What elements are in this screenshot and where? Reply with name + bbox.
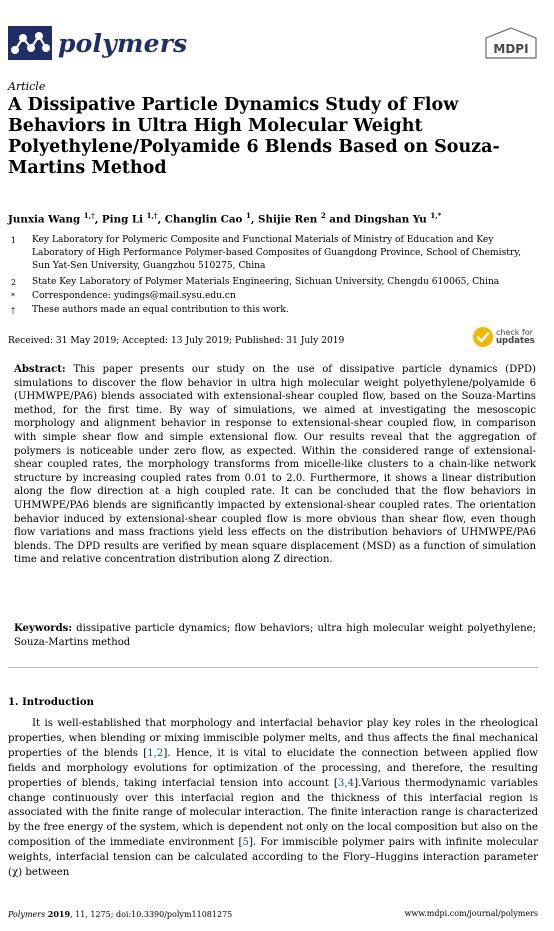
- check-updates-line2: updates: [496, 336, 535, 346]
- publication-dates: Received: 31 May 2019; Accepted: 13 July 2019; Published: 31 July 2019: [8, 336, 345, 346]
- equal-contribution-text: These authors made an equal contribution to this work.: [32, 305, 289, 315]
- equal-contribution-note: [8, 304, 538, 317]
- section-divider: [8, 667, 538, 668]
- paper-title: A Dissipative Particle Dynamics Study of Flow Behaviors in Ultra High Molecular Weight Polyethylene/Polyamide 6 Blends Based on Souza-Martins Method: [8, 95, 500, 178]
- intro-text: ].Various thermodynamic variables change continuously over this interfacial region and the thickness of this interfacial region is associated with the finite range of molecular interaction. The finite interaction range is characterized by the free energy of the system, which is dependent not only on the local composition but also on the composition of the immediate environment [: [8, 777, 539, 849]
- intro-text: ]. Hence, it is vital to elucidate the connection between applied flow fields and morphology evolutions for optimization of the processing, and therefore, the resulting properties of blends, taking interfacial tension into account [: [8, 747, 538, 789]
- author-affiliation-mark: 2: [320, 211, 326, 220]
- author-affiliation-mark: 1,†: [83, 211, 95, 220]
- check-updates-icon: [472, 326, 494, 348]
- mdpi-logo: [484, 27, 538, 59]
- keywords-label: Keywords:: [14, 623, 73, 634]
- author-name: Shijie Ren: [258, 213, 318, 226]
- check-updates-line1: check for: [496, 328, 533, 337]
- footer-journal: Polymers: [8, 910, 46, 919]
- intro-text: ]. For immiscible polymer pairs with infinite molecular weights, interfacial tension can be calculated according to the Flory–Huggins interaction parameter (χ) between: [8, 837, 538, 879]
- footer-citation-details: , 11, 1275; doi:10.3390/polym11081275: [70, 910, 233, 919]
- affiliation-mark: 2: [11, 278, 17, 287]
- author-name: Changlin Cao: [164, 213, 243, 226]
- citation-link[interactable]: 3,4: [337, 777, 355, 789]
- abstract: [14, 363, 536, 567]
- section-number: 1.: [8, 697, 19, 708]
- affiliation-mark: 1: [11, 236, 17, 245]
- correspondence: [8, 290, 538, 303]
- journal-logo: [8, 26, 187, 60]
- section-title: Introduction: [22, 697, 94, 708]
- article-type: Article: [8, 80, 46, 93]
- author-affiliation-mark: 1,†: [146, 211, 158, 220]
- affiliation-text: Key Laboratory for Polymeric Composite and Functional Materials of Ministry of Education and Key Laboratory of High Performance Polymer-based Composites of Guangdong Province, School of Chemistry, Sun Yat-Sen University, Guangzhou 510275, China: [32, 235, 522, 271]
- introduction-paragraph: [8, 717, 538, 881]
- correspondence-text: Correspondence: yudings@mail.sysu.edu.cn: [32, 291, 236, 301]
- affiliation-mark: †: [11, 306, 15, 315]
- keywords: [14, 622, 536, 649]
- author-name: Ping Li: [101, 213, 143, 226]
- author-name: Junxia Wang: [8, 213, 81, 226]
- polymers-molecule-icon: [8, 26, 52, 60]
- affiliation-text: State Key Laboratory of Polymer Materials Engineering, Sichuan University, Chengdu 610065, China: [32, 277, 500, 287]
- affiliation: [8, 234, 538, 273]
- author-separator: ,: [157, 213, 165, 226]
- section-heading: [8, 697, 94, 708]
- author-list: [8, 211, 441, 225]
- intro-text: It is well-established that morphology and interfacial behavior play key roles in the rheological properties, when blending or mixing immiscible polymer melts, and thus affects the final mechanical properties of the blends [: [8, 718, 538, 759]
- author-affiliation-mark: 1: [246, 211, 251, 220]
- citation-link[interactable]: 5: [242, 837, 249, 849]
- author-separator: ,: [250, 213, 259, 226]
- footer-citation: [8, 909, 232, 919]
- footer-url[interactable]: www.mdpi.com/journal/polymers: [404, 909, 538, 918]
- affiliation-mark: *: [11, 292, 15, 301]
- check-for-updates-badge[interactable]: [472, 326, 535, 348]
- author-affiliation-mark: 1,*: [430, 211, 442, 220]
- citation-link[interactable]: 1,2: [147, 747, 164, 759]
- abstract-label: Abstract:: [14, 364, 66, 375]
- affiliation: [8, 276, 538, 289]
- abstract-text: This paper presents our study on the use of dissipative particle dynamics (DPD) simulations to discover the flow behavior in ultra high molecular weight polyethylene/polyamide 6 (UHMWPE/PA6) blends associated with extensional-shear coupled flow, based on the Souza-Martins method, for the first time. By way of simulations, we aimed at investigating the mesoscopic morphology and alignment behavior in response to extensional-shear coupled flow, in comparison with simple shear flow and simple extensional flow. Our results reveal that the aggregation of polymers is noticeable under zero flow, as expected. Within the considered range of extensional-shear coupled rates, the morphology transforms from micelle-like clusters to a chain-like network structure by increasing coupled rates from 0.01 to 2.0. Furthermore, it shows a linear distribution along the flow direction at a high coupled rate. It can be concluded that the flow behaviors in UHMWPE/PA6 blends are significantly impacted by extensional-shear coupled rates. The orientation behavior induced by extensional-shear coupled flow is more obvious than shear flow, even though flow variations and mass fractions yield less effects on the distribution behaviors of UHMWPE/PA6 blends. The DPD results are verified by mean square displacement (MSD) as a function of simulation time and relative concentration distribution along Z direction.: [14, 364, 536, 566]
- author-separator: and: [325, 213, 355, 226]
- author-name: Dingshan Yu: [354, 213, 427, 226]
- journal-name: polymers: [58, 28, 188, 58]
- check-updates-label: [496, 329, 535, 345]
- keywords-text: dissipative particle dynamics; flow behaviors; ultra high molecular weight polyethylene; Souza-Martins method: [14, 623, 536, 648]
- footer-year: 2019: [47, 909, 71, 919]
- mdpi-text: MDPI: [493, 42, 529, 56]
- author-separator: ,: [94, 213, 102, 226]
